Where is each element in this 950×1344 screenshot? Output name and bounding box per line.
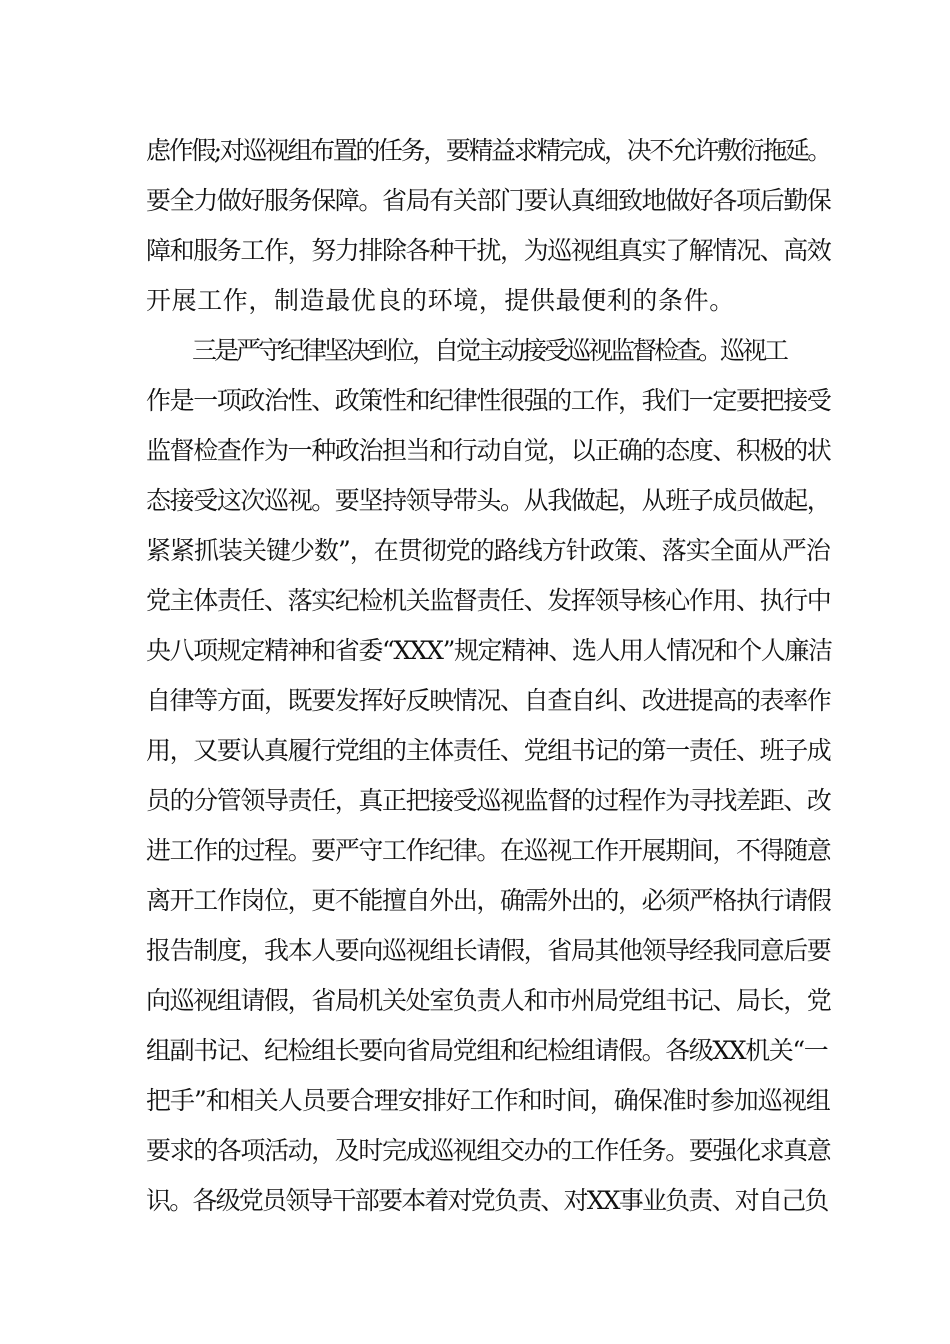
text-line: 离开工作岗位，更不能擅自外出，确需外出的，必须严格执行请假 <box>146 886 831 915</box>
text-line: 三是严守纪律坚决到位，自觉主动接受巡视监督检查。巡视工 <box>192 336 787 365</box>
text-line: 报告制度，我本人要向巡视组长请假，省局其他领导经我同意后要 <box>146 936 831 965</box>
text-line: 识。各级党员领导干部要本着对党负责、对XX事业负责、对自己负 <box>146 1186 828 1215</box>
text-line: 党主体责任、落实纪检机关监督责任、发挥领导核心作用、执行中 <box>146 586 831 615</box>
text-line: 监督检查作为一种政治担当和行动自觉，以正确的态度、积极的状 <box>146 436 831 465</box>
text-line: 开展工作，制造最优良的环境，提供最便利的条件。 <box>146 286 735 315</box>
text-line: 作是一项政治性、政策性和纪律性很强的工作，我们一定要把接受 <box>146 386 831 415</box>
text-line: 央八项规定精神和省委“XXX”规定精神、选人用人情况和个人廉洁 <box>146 636 832 665</box>
text-line: 虑作假;对巡视组布置的任务，要精益求精完成，决不允许敷衍拖延。 <box>146 136 831 165</box>
text-line: 员的分管领导责任，真正把接受巡视监督的过程作为寻找差距、改 <box>146 786 831 815</box>
text-line: 进工作的过程。要严守工作纪律。在巡视工作开展期间，不得随意 <box>146 836 831 865</box>
text-line: 障和服务工作，努力排除各种干扰，为巡视组真实了解情况、高效 <box>146 236 831 265</box>
text-line: 态接受这次巡视。要坚持领导带头。从我做起，从班子成员做起， <box>146 486 831 515</box>
text-line: 紧紧抓装关键少数”，在贯彻党的路线方针政策、落实全面从严治 <box>146 536 830 565</box>
text-line: 要全力做好服务保障。省局有关部门要认真细致地做好各项后勤保 <box>146 186 831 215</box>
text-line: 向巡视组请假，省局机关处室负责人和市州局党组书记、局长，党 <box>146 986 831 1015</box>
text-line: 把手”和相关人员要合理安排好工作和时间，确保准时参加巡视组 <box>146 1086 830 1115</box>
text-line: 用，又要认真履行党组的主体责任、党组书记的第一责任、班子成 <box>146 736 831 765</box>
document-body <box>146 126 832 1226</box>
text-line: 要求的各项活动，及时完成巡视组交办的工作任务。要强化求真意 <box>146 1136 831 1165</box>
text-line: 组副书记、纪检组长要向省局党组和纪检组请假。各级XX机关“一 <box>146 1036 828 1065</box>
text-line: 自律等方面，既要发挥好反映情况、自查自纠、改进提高的表率作 <box>146 686 831 715</box>
